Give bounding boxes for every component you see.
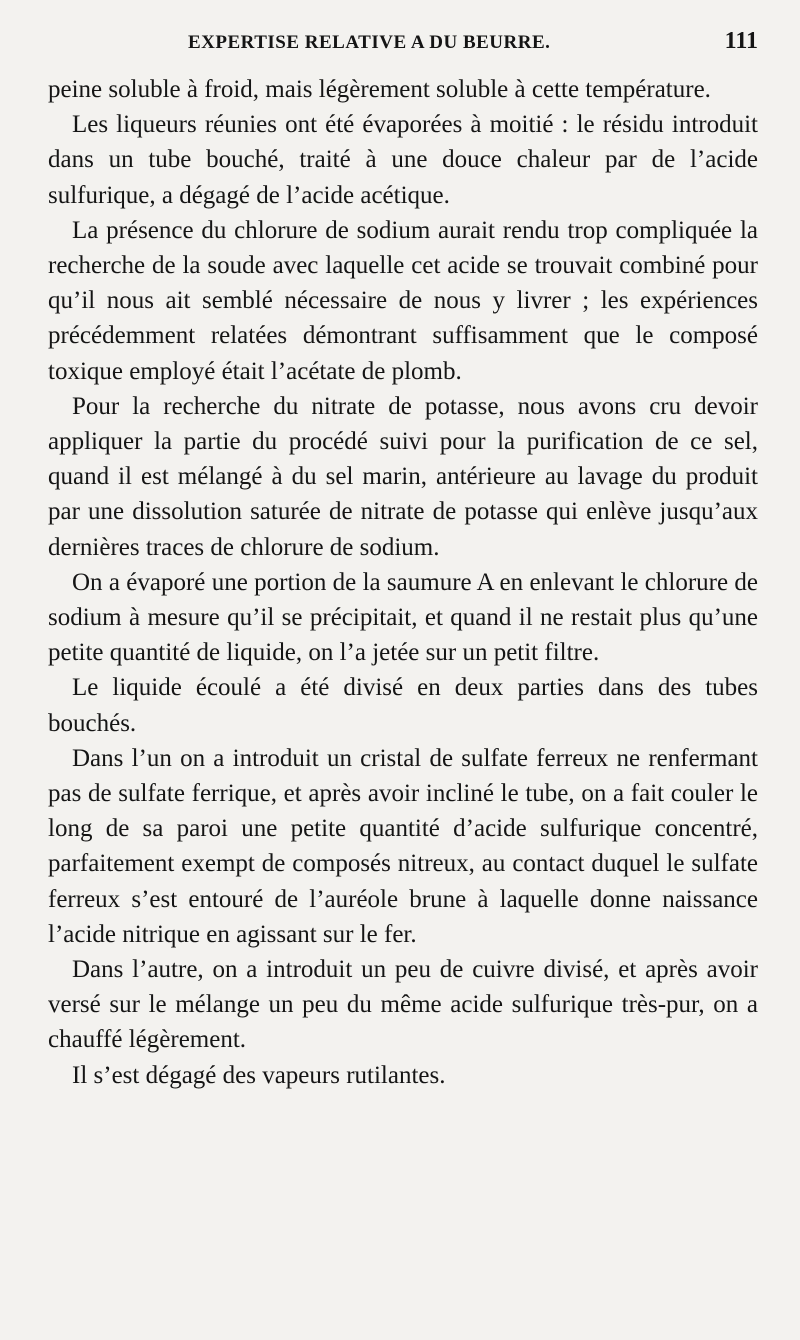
paragraph: Dans l’un on a introduit un cristal de sulfate ferreux ne renfermant pas de sulfate ferrique, et après avoir incliné le tube, on a fait couler le long de sa paroi une petite quantité d’acide sulfurique concentré, parfaitement exempt de composés nitreux, au contact duquel le sulfate ferreux s’est entouré de l’auréole brune à laquelle donne naissance l’acide nitrique en agissant sur le fer. xyxy=(48,744,758,948)
paragraph: Le liquide écoulé a été divisé en deux parties dans des tubes bouchés. xyxy=(48,674,758,737)
paragraph: Il s’est dégagé des vapeurs rutilantes. xyxy=(72,1061,446,1089)
body-text xyxy=(48,72,758,1093)
paragraph: La présence du chlorure de sodium aurait rendu trop compliquée la recherche de la soude avec laquelle cet acide se trouvait combiné pour qu’il nous ait semblé nécessaire de nous y livrer ; les expériences précédemment relatées démontrant suffisamment que le composé toxique employé était l’acétate de plomb. xyxy=(48,216,758,385)
page-header xyxy=(188,28,758,72)
paragraph: On a évaporé une portion de la saumure A en enlevant le chlorure de sodium à mesure qu’il se précipitait, et quand il ne restait plus qu’une petite quantité de liquide, on l’a jetée sur un petit filtre. xyxy=(48,568,758,667)
running-title: EXPERTISE RELATIVE A DU BEURRE. xyxy=(188,32,551,53)
paragraph: Pour la recherche du nitrate de potasse, nous avons cru devoir appliquer la partie du procédé suivi pour la purification de ce sel, quand il est mélangé à du sel marin, antérieure au lavage du produit par une dissolution saturée de nitrate de potasse qui enlève jusqu’aux dernières traces de chlorure de sodium. xyxy=(48,392,758,561)
paragraph: Les liqueurs réunies ont été évaporées à moitié : le résidu introduit dans un tube bouché, traité à une douce chaleur par de l’acide sulfurique, a dégagé de l’acide acétique. xyxy=(48,111,758,209)
page-number: 111 xyxy=(724,28,758,54)
paragraph: Dans l’autre, on a introduit un peu de cuivre divisé, et après avoir versé sur le mélange un peu du même acide sulfurique très-pur, on a chauffé légèrement. xyxy=(48,956,758,1054)
paragraph: peine soluble à froid, mais légèrement soluble à cette température. xyxy=(48,76,711,103)
